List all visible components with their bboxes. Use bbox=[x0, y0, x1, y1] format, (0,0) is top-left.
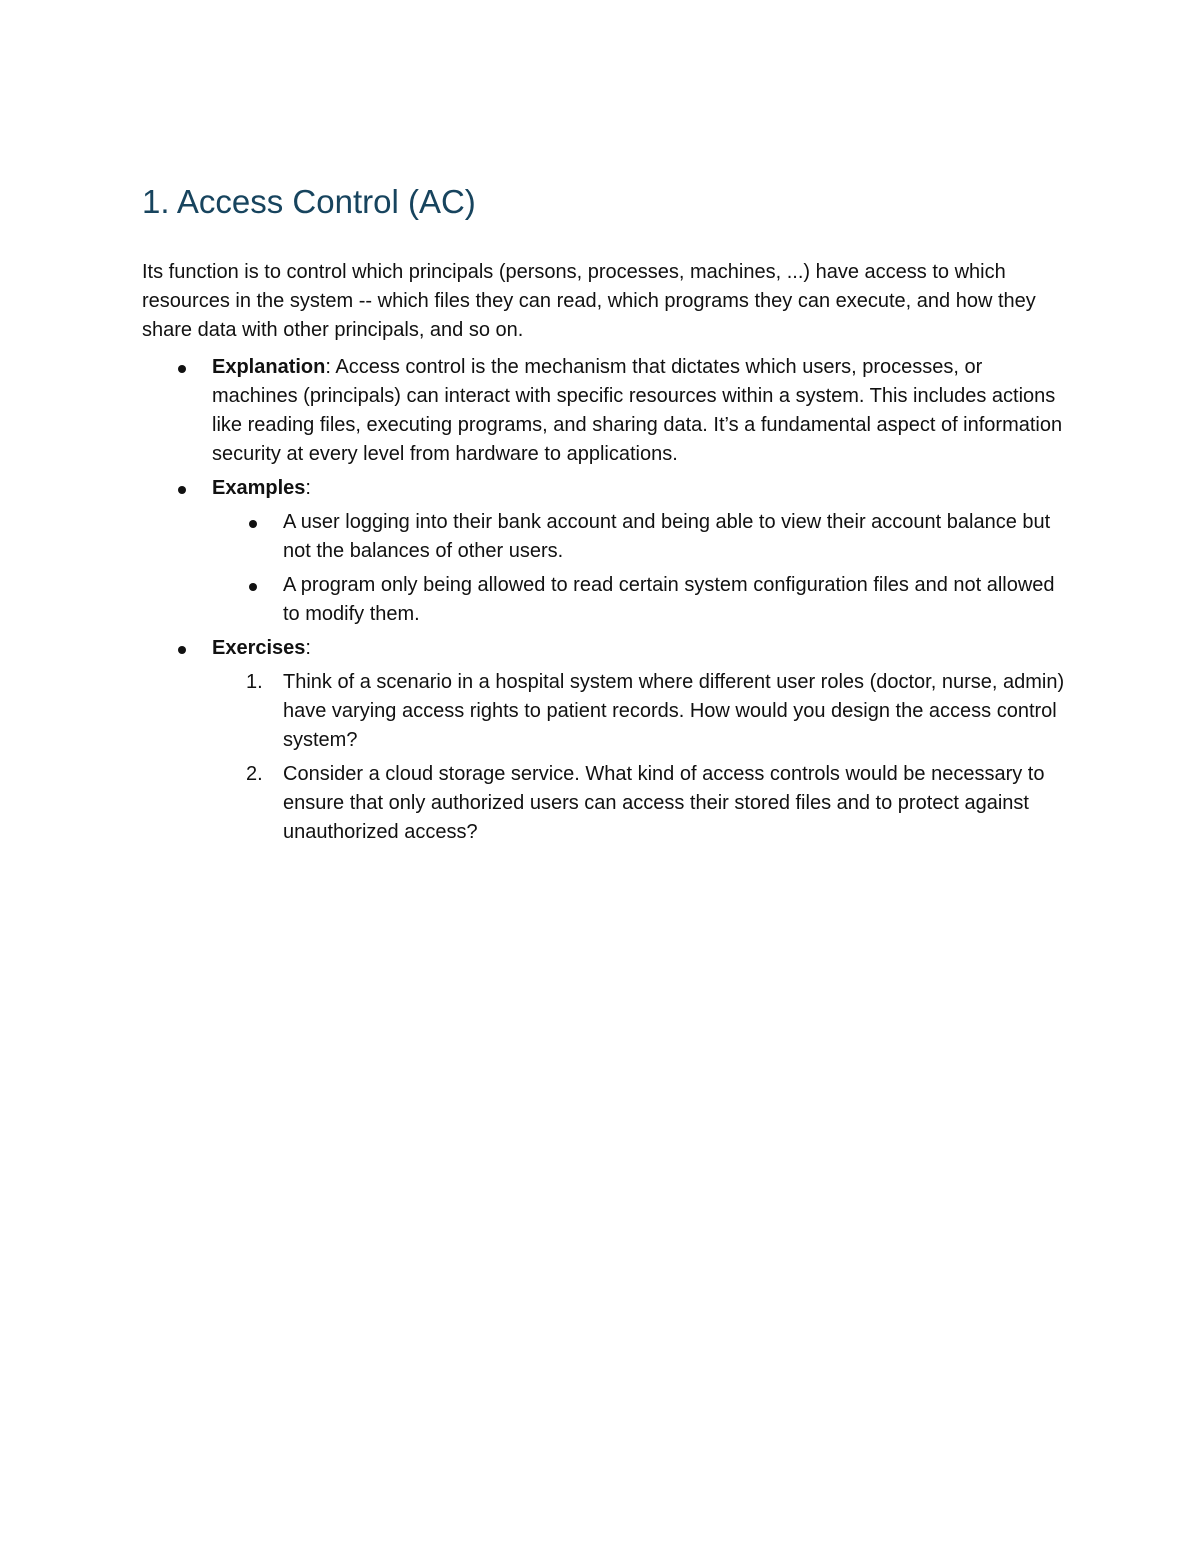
exercises-label: Exercises bbox=[212, 637, 306, 659]
bullet-icon bbox=[178, 365, 186, 373]
example-text: A user logging into their bank account and being able to view their account balance but not the balances of other users. bbox=[283, 511, 1051, 562]
exercise-number: 2. bbox=[246, 763, 263, 785]
example-item bbox=[212, 571, 1072, 629]
example-text: A program only being allowed to read certain system configuration files and not allowed to modify them. bbox=[283, 574, 1055, 625]
examples-label: Examples bbox=[212, 477, 306, 499]
intro-paragraph: Its function is to control which principals (persons, processes, machines, ...) have access to which resources in the system -- which files they can read, which programs they can execute, and how they share data with other principals, and so on. bbox=[142, 261, 1036, 341]
exercise-text: Consider a cloud storage service. What kind of access controls would be necessary to ensure that only authorized users can access their stored files and to protect against unauthorized access? bbox=[283, 763, 1045, 843]
exercise-item bbox=[212, 760, 1072, 847]
page-title: 1. Access Control (AC) bbox=[142, 183, 476, 220]
explanation-text: : Access control is the mechanism that dictates which users, processes, or machines (principals) can interact with specific resources within a system. This includes actions like reading files, executing programs, and sharing data. It’s a fundamental aspect of information security at every level from hardware to applications. bbox=[212, 356, 1063, 465]
bullet-icon bbox=[178, 646, 186, 654]
main-bullet-list bbox=[142, 353, 1072, 847]
explanation-label: Explanation bbox=[212, 356, 326, 378]
list-item-explanation bbox=[142, 353, 1072, 469]
bullet-icon bbox=[249, 583, 257, 591]
example-item bbox=[212, 508, 1072, 566]
exercise-number: 1. bbox=[246, 671, 263, 693]
bullet-icon bbox=[249, 520, 257, 528]
examples-list bbox=[212, 508, 1072, 629]
exercise-item bbox=[212, 668, 1072, 755]
list-item-examples bbox=[142, 474, 1072, 629]
exercises-label-colon: : bbox=[305, 637, 311, 659]
exercise-text: Think of a scenario in a hospital system where different user roles (doctor, nurse, admin) have varying access rights to patient records. How would you design the access control system? bbox=[283, 671, 1065, 751]
list-item-exercises bbox=[142, 634, 1072, 847]
document-body bbox=[142, 258, 1072, 852]
bullet-icon bbox=[178, 486, 186, 494]
examples-label-colon: : bbox=[305, 477, 311, 499]
exercises-list bbox=[212, 668, 1072, 847]
